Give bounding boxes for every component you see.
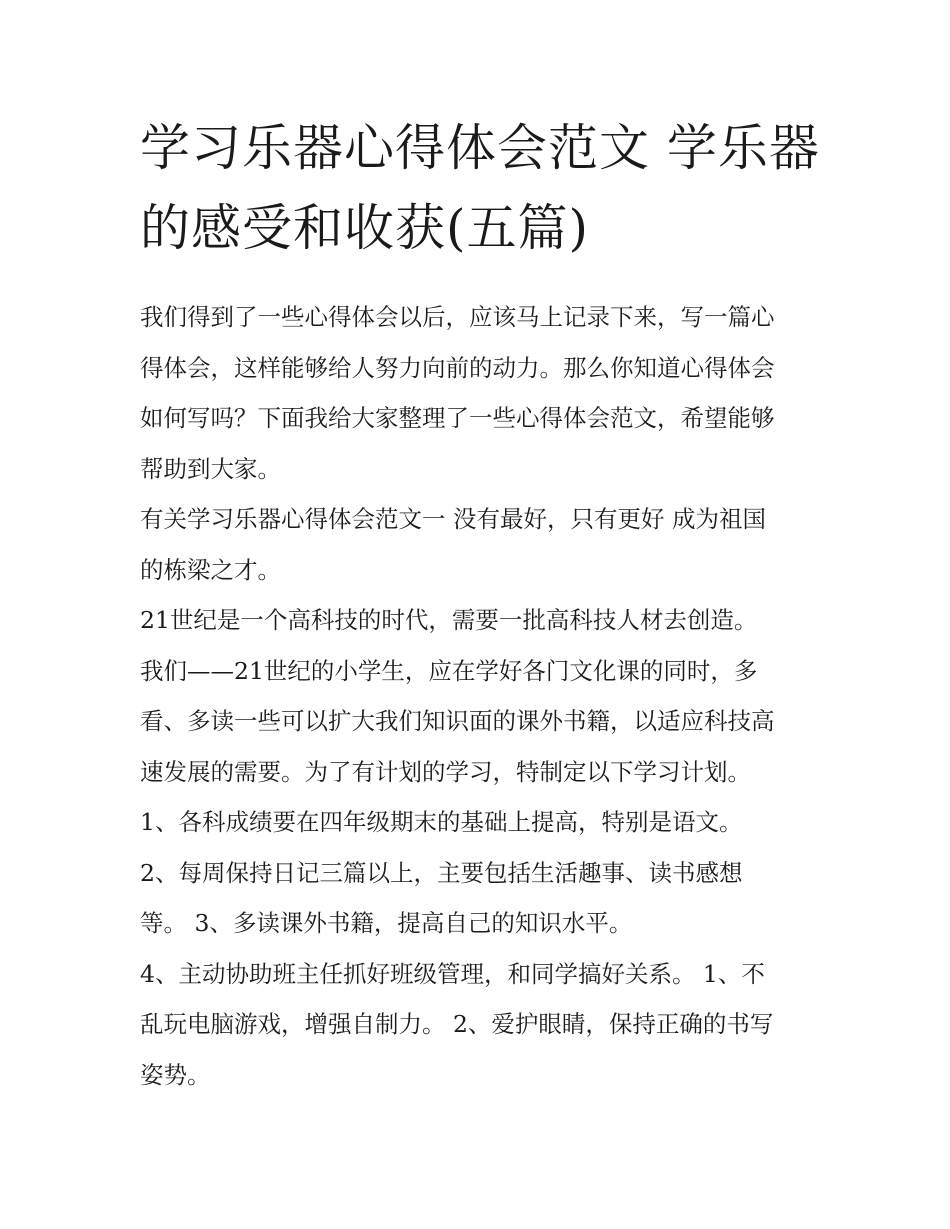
list-item-paragraph	[140, 949, 820, 1101]
text-line: 如何写吗？下面我给大家整理了一些心得体会范文，希望能够	[140, 404, 775, 432]
text-line: 速发展的需要。为了有计划的学习，特制定以下学习计划。	[140, 757, 751, 786]
text-line: 得体会，这样能够给人努力向前的动力。那么你知道心得体会	[140, 353, 775, 382]
text-line: 2、每周保持日记三篇以上，主要包括生活趣事、读书感想	[140, 858, 743, 887]
text-line: 4、主动协助班主任抓好班级管理，和同学搞好关系。 1、不	[140, 959, 765, 988]
text-line: 等。 3、多读课外书籍，提高自己的知识水平。	[140, 909, 633, 937]
text-line: 乱玩电脑游戏，增强自制力。 2、爱护眼睛，保持正确的书写	[140, 1010, 774, 1038]
intro-paragraph	[140, 292, 820, 494]
list-item-paragraph	[140, 797, 820, 848]
title-line: 的感受和收获(五篇)	[140, 199, 590, 257]
text-line: 姿势。	[140, 1060, 211, 1089]
text-line: 21世纪是一个高科技的时代，需要一批高科技人材去创造。	[140, 606, 758, 634]
title-line: 学习乐器心得体会范文 学乐器	[140, 119, 820, 177]
text-line: 1、各科成绩要在四年级期末的基础上提高，特别是语文。	[140, 808, 743, 836]
text-line: 的栋梁之才。	[140, 555, 281, 584]
list-item-paragraph	[140, 848, 820, 949]
document-page	[140, 108, 820, 1100]
section-heading-paragraph	[140, 494, 820, 595]
text-line: 我们得到了一些心得体会以后，应该马上记录下来，写一篇心	[140, 303, 775, 331]
document-title	[140, 108, 820, 268]
text-line: 看、多读一些可以扩大我们知识面的课外书籍，以适应科技高	[140, 707, 775, 735]
text-line: 我们——21世纪的小学生，应在学好各门文化课的同时，多	[140, 656, 758, 685]
text-line: 帮助到大家。	[140, 454, 281, 483]
body-paragraph	[140, 595, 820, 646]
body-paragraph	[140, 646, 820, 798]
text-line: 有关学习乐器心得体会范文一 没有最好，只有更好 成为祖国	[140, 505, 766, 533]
